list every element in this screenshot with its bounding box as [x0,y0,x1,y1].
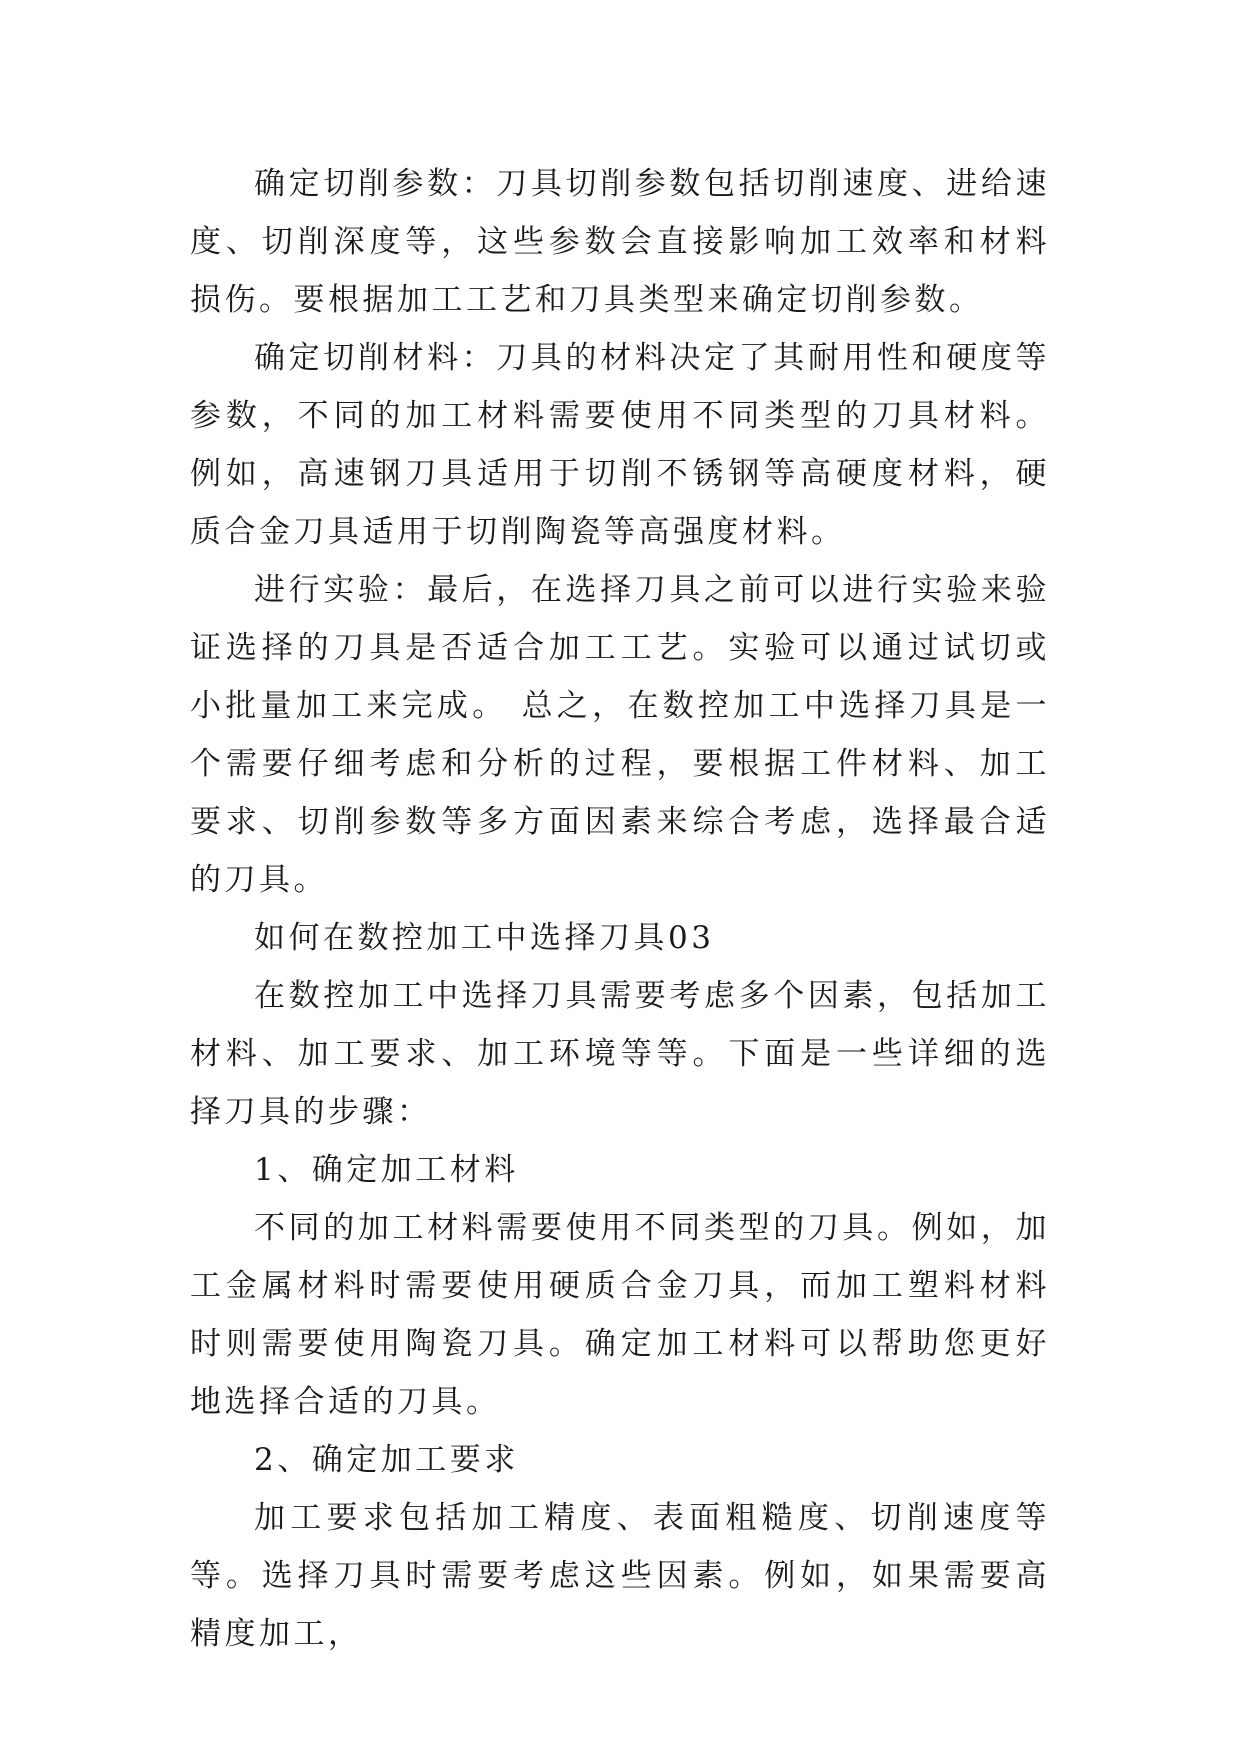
paragraph-step-2: 加工要求包括加工精度、表面粗糙度、切削速度等等。选择刀具时需要考虑这些因素。例如，如果需要高精度加工， [190,1500,1050,1652]
step-heading-1: 1、确定加工材料 [254,1152,519,1188]
paragraph-intro: 在数控加工中选择刀具需要考虑多个因素，包括加工材料、加工要求、加工环境等等。下面是一些详细的选择刀具的步骤： [190,978,1050,1130]
paragraph-cutting-material: 确定切削材料：刀具的材料决定了其耐用性和硬度等参数，不同的加工材料需要使用不同类型的刀具材料。例如，高速钢刀具适用于切削不锈钢等高硬度材料，硬质合金刀具适用于切削陶瓷等高强度材料。 [190,340,1050,550]
paragraph-cutting-parameters: 确定切削参数：刀具切削参数包括切削速度、进给速度、切削深度等，这些参数会直接影响加工效率和材料损伤。要根据加工工艺和刀具类型来确定切削参数。 [190,166,1050,318]
step-heading-2: 2、确定加工要求 [254,1442,519,1478]
paragraph-experiment: 进行实验：最后，在选择刀具之前可以进行实验来验证选择的刀具是否适合加工工艺。实验可以通过试切或小批量加工来完成。 总之，在数控加工中选择刀具是一个需要仔细考虑和分析的过程，要根据工件材料、加工要求、切削参数等多方面因素来综合考虑，选择最合适的刀具。 [190,572,1050,898]
section-title: 如何在数控加工中选择刀具03 [254,920,715,956]
document-body [190,155,1050,1663]
paragraph-step-1: 不同的加工材料需要使用不同类型的刀具。例如，加工金属材料时需要使用硬质合金刀具，而加工塑料材料时则需要使用陶瓷刀具。确定加工材料可以帮助您更好地选择合适的刀具。 [190,1210,1050,1420]
